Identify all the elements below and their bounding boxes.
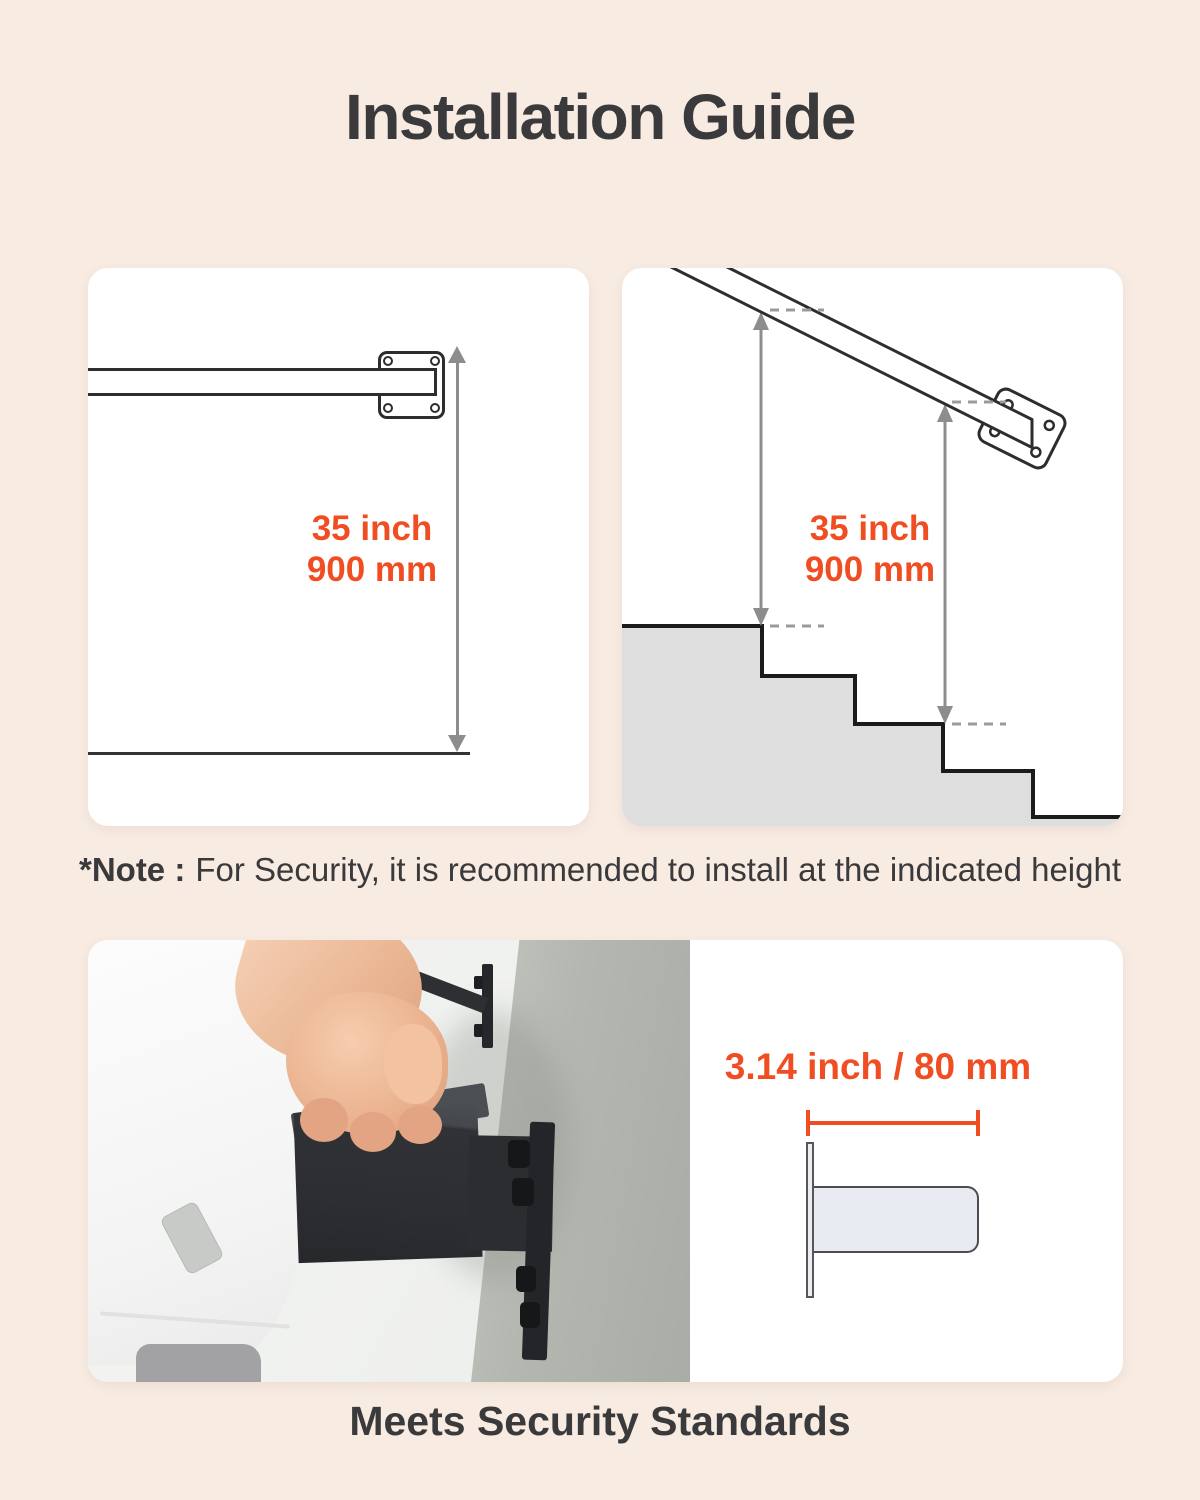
finger-knuckle [350, 1112, 396, 1152]
security-note [0, 851, 1200, 889]
height-label-mm: 900 mm [804, 550, 936, 589]
plate-screw-hole [430, 356, 440, 366]
handrail-drawing [88, 368, 437, 396]
floor-line [88, 752, 470, 755]
note-text: For Security, it is recommended to install at the indicated height [195, 851, 1122, 888]
height-label-inch: 35 inch [809, 509, 931, 548]
wall-height-panel [88, 268, 589, 826]
height-label [750, 508, 990, 590]
bracket-knob [520, 1302, 540, 1328]
grip-demo-panel [88, 940, 1123, 1382]
measure-line [808, 1121, 980, 1125]
depth-label: 3.14 inch / 80 mm [724, 1046, 1032, 1087]
bracket-bolt [474, 976, 483, 989]
height-label-inch: 35 inch [311, 509, 433, 548]
finger-knuckle [398, 1106, 442, 1144]
bracket-bolt [474, 1024, 483, 1037]
height-label-mm: 900 mm [306, 550, 438, 589]
finger-knuckle [300, 1098, 348, 1142]
arrow-head-down-icon [448, 735, 466, 752]
plate-screw-hole [430, 403, 440, 413]
note-prefix: *Note : [78, 851, 186, 888]
side-view-plate [806, 1142, 814, 1298]
stair-height-panel [622, 268, 1123, 826]
side-view-rail [814, 1186, 979, 1253]
bracket-knob [512, 1178, 534, 1206]
plate-screw-hole [383, 403, 393, 413]
security-caption: Meets Security Standards [349, 1398, 851, 1444]
sloped-handrail-drawing [622, 268, 1032, 448]
plate-screw-hole [383, 356, 393, 366]
arrow-head-down-icon [937, 706, 953, 724]
bracket-knob [508, 1140, 530, 1168]
measure-tick-right [976, 1110, 980, 1136]
installation-photo [88, 940, 690, 1382]
page-title: Installation Guide [345, 81, 855, 153]
arrow-head-down-icon [753, 608, 769, 626]
person-pants [136, 1344, 261, 1382]
person-thumb [384, 1024, 442, 1104]
bracket-knob [516, 1266, 536, 1292]
height-label [252, 508, 492, 590]
